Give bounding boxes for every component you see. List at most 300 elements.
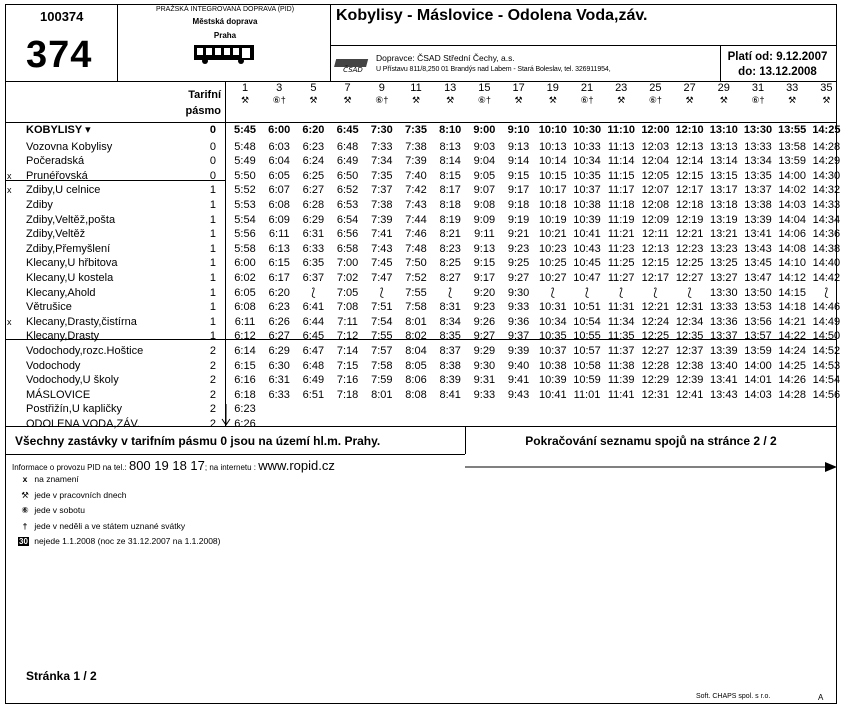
trip-number: 23 — [615, 82, 628, 94]
departure-time: 8:06 — [405, 374, 427, 387]
departure-time: 9:31 — [473, 374, 496, 387]
departure-time: 13:43 — [710, 388, 738, 401]
stop-zone: 1 — [209, 228, 216, 241]
departure-time: 13:23 — [710, 242, 738, 255]
stop-row — [6, 300, 841, 315]
departure-time: 9:04 — [473, 155, 496, 168]
departure-time: 7:55 — [371, 330, 393, 343]
legend-text: na znamení — [34, 474, 79, 484]
departure-time: 7:58 — [405, 301, 427, 314]
trip-number: 35 — [820, 82, 833, 94]
departure-time: 10:34 — [573, 155, 601, 168]
trip-days-icon: ⚒ — [343, 95, 352, 105]
departure-time: 10:31 — [539, 301, 567, 314]
departure-time: 10:37 — [539, 345, 567, 357]
departure-time: 5:52 — [234, 184, 256, 197]
stop-zone: 1 — [209, 257, 216, 270]
departure-time: 10:47 — [573, 272, 601, 284]
stop-name: Zdiby — [26, 199, 53, 211]
trip-column-header — [707, 82, 741, 106]
departure-time: 6:37 — [302, 272, 325, 284]
departure-time: 12:08 — [641, 199, 670, 211]
departure-time: 6:26 — [234, 418, 256, 430]
divider — [330, 45, 837, 46]
departure-time: 6:51 — [302, 388, 325, 401]
operator-logo — [334, 56, 372, 79]
departure-time: 10:41 — [539, 388, 567, 401]
trip-column-header — [399, 82, 433, 106]
departure-time: 9:10 — [507, 124, 530, 136]
departure-time: 14:56 — [812, 388, 841, 401]
stop-zone: 2 — [209, 418, 216, 430]
trip-column-header — [741, 82, 775, 106]
departure-time: 14:04 — [778, 213, 806, 226]
stop-row — [6, 140, 841, 155]
departure-time: 7:34 — [371, 155, 393, 168]
trip-number: 13 — [444, 82, 457, 94]
departure-time: 10:30 — [572, 124, 602, 136]
departure-time: 7:33 — [371, 140, 393, 153]
departure-time: 14:00 — [744, 359, 772, 372]
departure-time: 8:05 — [405, 359, 427, 372]
departure-time: 6:48 — [302, 359, 325, 372]
zone-header-line2: pásmo — [185, 105, 221, 117]
departure-time: 12:23 — [675, 242, 704, 255]
departure-time: 12:13 — [675, 140, 704, 153]
departure-time: 9:15 — [473, 257, 496, 270]
departure-time: 12:31 — [675, 301, 704, 314]
departure-time: 12:34 — [675, 315, 704, 328]
legend-item — [18, 474, 79, 484]
stop-row — [6, 256, 841, 271]
departure-time: 6:53 — [336, 199, 359, 211]
departure-time: 6:45 — [302, 330, 325, 343]
departure-time: 7:59 — [371, 374, 393, 387]
departure-time: 12:27 — [641, 345, 670, 357]
page-number: Stránka 1 / 2 — [26, 669, 97, 683]
trip-number: 3 — [276, 82, 283, 94]
departure-time: 13:30 — [710, 286, 738, 299]
departure-time: 10:51 — [573, 301, 601, 314]
stop-row — [6, 198, 841, 213]
departure-time: 8:02 — [405, 330, 427, 343]
departure-time: 10:45 — [573, 257, 601, 270]
departure-time: 10:39 — [573, 213, 601, 226]
departure-time: 14:50 — [812, 330, 841, 343]
departure-time: 11:19 — [607, 213, 635, 226]
departure-time: 10:21 — [539, 228, 567, 241]
stop-zone: 1 — [209, 286, 216, 299]
departure-time: 12:00 — [641, 124, 670, 136]
departure-time: 10:39 — [539, 374, 567, 387]
departure-time: 8:37 — [439, 345, 461, 357]
departure-time: 7:39 — [371, 213, 393, 226]
departure-time: 9:26 — [473, 315, 496, 328]
departure-time: 6:28 — [302, 199, 325, 211]
departure-time: 6:23 — [268, 301, 290, 314]
departure-time: 12:24 — [641, 315, 670, 328]
departure-time: 7:54 — [371, 315, 393, 328]
trip-column-header — [570, 82, 604, 106]
departure-time: 9:03 — [473, 140, 496, 153]
zone-header-line1: Tarifní — [188, 89, 221, 101]
trip-days-icon: ⑥† — [580, 95, 594, 105]
departure-time: 8:01 — [405, 315, 427, 328]
operator-name: Dopravce: ČSAD Střední Čechy, a.s. — [376, 53, 515, 63]
departure-time: 14:30 — [812, 169, 841, 182]
departure-time: 13:25 — [710, 257, 738, 270]
legend-key-icon: ⑥ — [21, 505, 29, 515]
stop-zone: 1 — [209, 184, 216, 197]
departure-time: 12:15 — [641, 257, 670, 270]
info-prefix: Informace o provozu PID na tel.: — [12, 463, 127, 472]
departure-time: 14:24 — [778, 345, 806, 357]
continuation-arrow-icon — [465, 459, 839, 477]
info-web: www.ropid.cz — [258, 458, 335, 473]
departure-time: 9:09 — [473, 213, 496, 226]
departure-time: 13:34 — [744, 155, 772, 168]
departure-time: 9:11 — [474, 228, 495, 241]
departure-time: 12:21 — [641, 301, 670, 314]
departure-time: 13:50 — [744, 286, 772, 299]
departure-time: 6:27 — [268, 330, 290, 343]
route-title: Kobylisy - Máslovice - Odolena Voda,záv. — [336, 7, 648, 24]
stop-name: Zdiby,Přemyšlení — [26, 242, 111, 255]
departure-time: 12:25 — [675, 257, 704, 270]
departure-time: 6:20 — [268, 286, 290, 299]
departure-time: 13:45 — [744, 257, 772, 270]
departure-time: 6:15 — [268, 257, 290, 270]
departure-time: 13:47 — [744, 272, 772, 284]
departure-time: 13:13 — [710, 140, 738, 153]
stop-name: Klecany,Drasty — [26, 330, 100, 343]
continuation-note: Pokračování seznamu spojů na stránce 2 / 2 — [525, 434, 777, 448]
departure-time: 6:15 — [234, 359, 256, 372]
departure-time: 13:37 — [710, 330, 738, 343]
departure-time: 9:23 — [473, 301, 496, 314]
departure-time: 14:00 — [778, 169, 806, 182]
departure-time: 10:25 — [539, 257, 567, 270]
departure-time: 10:10 — [538, 124, 567, 136]
departure-time: 10:34 — [539, 315, 567, 328]
departure-time: 7:39 — [405, 155, 427, 168]
stop-zone: 2 — [209, 345, 216, 357]
departure-time: 13:59 — [744, 345, 772, 357]
departure-time: 14:53 — [812, 359, 841, 372]
trip-days-icon: ⚒ — [788, 95, 797, 105]
departure-time: 14:22 — [778, 330, 806, 343]
departure-time: 6:08 — [268, 199, 290, 211]
departure-time: 7:52 — [405, 272, 427, 284]
departure-time: 6:33 — [268, 388, 290, 401]
departure-time: 14:33 — [812, 199, 841, 211]
info-mid: ; na internetu : — [204, 463, 257, 472]
departure-time: 7:43 — [405, 199, 427, 211]
trip-column-header — [809, 82, 843, 106]
departure-time: 13:10 — [709, 124, 738, 136]
valid-from: Platí od: 9.12.2007 — [727, 51, 828, 63]
trip-column-header — [775, 82, 809, 106]
departure-time: 8:18 — [439, 199, 461, 211]
departure-time: 11:17 — [607, 184, 635, 197]
departure-time: 9:29 — [473, 345, 496, 357]
departure-time: 12:05 — [641, 169, 670, 182]
departure-time: 6:56 — [336, 228, 359, 241]
departure-time: ⟅ — [311, 286, 316, 299]
departure-time: 12:31 — [641, 388, 670, 401]
departure-time: 13:53 — [744, 301, 772, 314]
stop-name: Vodochody,U školy — [26, 374, 119, 387]
stop-row — [6, 388, 841, 403]
departure-time: 13:27 — [710, 272, 738, 284]
request-stop-mark: x — [7, 170, 12, 181]
departure-time: 12:19 — [675, 213, 704, 226]
departure-time: 6:31 — [268, 374, 290, 387]
stop-row — [6, 286, 837, 301]
departure-time: 13:36 — [710, 315, 738, 328]
departure-time: 11:41 — [607, 388, 635, 401]
departure-time: 10:17 — [539, 184, 567, 197]
departure-time: 7:42 — [405, 184, 427, 197]
departure-time: 13:18 — [710, 199, 738, 211]
departure-time: 6:13 — [268, 242, 290, 255]
departure-time: 7:57 — [371, 345, 393, 357]
departure-time: 7:18 — [336, 388, 359, 401]
stop-row — [6, 359, 841, 374]
departure-time: 11:18 — [607, 199, 635, 211]
line-number: 374 — [26, 34, 93, 76]
departure-time: 13:15 — [710, 169, 738, 182]
departure-time: ⟅ — [448, 286, 453, 299]
departure-time: 14:18 — [778, 301, 806, 314]
stop-zone: 0 — [209, 124, 216, 136]
departure-time: 13:37 — [744, 184, 772, 197]
stop-row — [6, 213, 841, 228]
trip-number: 31 — [751, 82, 765, 94]
departure-time: 9:07 — [473, 184, 496, 197]
departure-time: 7:12 — [336, 330, 359, 343]
stop-name: Klecany,Ahold — [26, 286, 96, 299]
departure-time: 11:23 — [607, 242, 635, 255]
departure-time: 14:12 — [778, 272, 806, 284]
stop-name: Zdiby,Veltěž,pošta — [26, 213, 116, 226]
validity — [720, 50, 835, 80]
legend-text: jede v sobotu — [34, 505, 85, 515]
trip-days-icon: ⚒ — [617, 95, 626, 105]
stop-row — [6, 402, 837, 417]
departure-time: 6:24 — [302, 155, 325, 168]
departure-time: 6:50 — [336, 169, 359, 182]
departure-time: 8:21 — [439, 228, 461, 241]
legend-text: jede v neděli a ve státem uznané svátky — [34, 520, 186, 531]
trip-days-icon: ⑥† — [477, 95, 491, 105]
legend-item — [18, 505, 85, 516]
departure-time: 7:50 — [405, 257, 427, 270]
stop-zone: 2 — [209, 388, 216, 401]
version-letter: A — [818, 693, 824, 702]
stop-name: Vodochody,rozc.Hoštice — [26, 345, 144, 357]
departure-time: 11:39 — [607, 374, 635, 387]
departure-time: 6:23 — [234, 403, 256, 416]
stop-row — [6, 169, 841, 184]
stop-name: Postřižín,U kapličky — [26, 403, 122, 416]
departure-time: 6:00 — [234, 257, 256, 270]
departure-time: 13:39 — [744, 213, 772, 226]
departure-time: 10:43 — [573, 242, 601, 255]
pid-subtitle: Městská doprava — [192, 17, 258, 26]
departure-time: 5:50 — [234, 169, 256, 182]
departure-time: ⟅ — [550, 286, 555, 299]
departure-time: 10:57 — [573, 345, 601, 357]
departure-time: 6:33 — [302, 242, 325, 255]
departure-time: 10:58 — [573, 359, 601, 372]
departure-time: 5:56 — [234, 228, 256, 241]
departure-time: 11:13 — [607, 140, 635, 153]
departure-time: 5:53 — [234, 199, 256, 211]
departure-time: 14:03 — [778, 199, 806, 211]
departure-time: 7:45 — [371, 257, 393, 270]
departure-time: 14:21 — [778, 315, 806, 328]
legend-key-icon: † — [22, 520, 28, 531]
stop-row — [6, 242, 841, 257]
departure-time: 9:18 — [507, 199, 530, 211]
stop-name: Klecany,Drasty,čistírna — [26, 315, 137, 328]
departure-time: 14:52 — [812, 345, 841, 357]
departure-time: 13:33 — [744, 140, 772, 153]
departure-time: 6:29 — [302, 213, 325, 226]
departure-time: 14:32 — [812, 184, 841, 197]
departure-time: 14:02 — [778, 184, 806, 197]
departure-time: 10:18 — [539, 199, 567, 211]
departure-time: 6:54 — [336, 213, 359, 226]
bus-icon — [193, 44, 255, 71]
divider — [117, 4, 118, 82]
departure-time: 9:30 — [507, 286, 530, 299]
stop-zone: 1 — [209, 213, 216, 226]
departure-time: 14:40 — [812, 257, 841, 270]
departure-time: 12:09 — [641, 213, 670, 226]
departure-time: 13:39 — [710, 345, 738, 357]
departure-time: 12:38 — [675, 359, 704, 372]
departure-time: 8:13 — [439, 140, 461, 153]
departure-time: 6:44 — [302, 315, 325, 328]
trip-number: 7 — [344, 82, 351, 94]
departure-time: 12:14 — [675, 155, 704, 168]
divider — [5, 454, 465, 455]
departure-time: 9:37 — [507, 330, 530, 343]
departure-time: 6:49 — [302, 374, 325, 387]
departure-time: 7:41 — [371, 228, 393, 241]
departure-time: 6:47 — [302, 345, 325, 357]
departure-time: 13:30 — [743, 124, 773, 136]
trip-days-icon: ⑥† — [375, 95, 389, 105]
stop-row — [6, 154, 841, 169]
departure-time: 7:08 — [336, 301, 359, 314]
departure-time: 10:55 — [573, 330, 601, 343]
departure-time: 9:33 — [507, 301, 530, 314]
departure-time: 6:48 — [336, 140, 359, 153]
stop-zone: 2 — [209, 359, 216, 372]
departure-time: 12:21 — [675, 228, 704, 241]
departure-time: 12:04 — [641, 155, 670, 168]
departure-time: ⟅ — [619, 286, 624, 299]
departure-time: 8:04 — [405, 345, 427, 357]
departure-time: 14:06 — [778, 228, 806, 241]
stop-name: MÁSLOVICE — [26, 388, 91, 401]
departure-time: 12:17 — [675, 184, 704, 197]
software-credit: Soft. CHAPS spol. s r.o. — [696, 693, 771, 700]
departure-time: 11:25 — [607, 257, 635, 270]
departure-time: 6:05 — [234, 286, 256, 299]
departure-time: 10:33 — [573, 140, 601, 153]
stop-zone: 0 — [209, 140, 216, 153]
departure-time: 13:19 — [710, 213, 738, 226]
departure-time: 14:10 — [778, 257, 806, 270]
departure-time: 9:08 — [473, 199, 496, 211]
stop-name: Počeradská — [26, 155, 85, 168]
departure-time: 7:35 — [404, 124, 428, 136]
departure-time: 11:27 — [607, 272, 635, 284]
trip-number: 19 — [546, 82, 559, 94]
trip-column-header — [262, 82, 296, 106]
departure-time: 9:27 — [507, 272, 530, 284]
operator-address: U Přístavu 811/8,250 01 Brandýs nad Labem - Stará Boleslav, tel. 326911954, — [376, 66, 611, 73]
trip-number: 5 — [310, 82, 317, 94]
stop-name: Zdiby,U celnice — [26, 184, 101, 197]
departure-time: 7:00 — [336, 257, 359, 270]
departure-time: 11:14 — [607, 155, 635, 168]
departure-time: 5:58 — [234, 242, 256, 255]
trip-days-icon: ⚒ — [548, 95, 557, 105]
trip-column-header — [673, 82, 707, 106]
departure-time: 13:35 — [744, 169, 772, 182]
request-stop-mark: x — [7, 316, 12, 327]
departure-time: ⟅ — [687, 286, 692, 299]
departure-time: 10:38 — [573, 199, 601, 211]
trip-number: 21 — [580, 82, 594, 94]
departure-time: 10:38 — [539, 359, 567, 372]
zone-note: Všechny zastávky v tarifním pásmu 0 jsou na území hl.m. Prahy. — [15, 434, 381, 448]
stop-zone: 1 — [209, 242, 216, 255]
departure-time: 12:17 — [641, 272, 670, 284]
departure-time: 14:28 — [778, 388, 806, 401]
trip-column-header — [604, 82, 638, 106]
svg-text:ČSAD: ČSAD — [343, 66, 363, 74]
departure-time: 9:13 — [473, 242, 496, 255]
trip-days-icon: ⚒ — [822, 95, 831, 105]
departure-time: 9:23 — [507, 242, 530, 255]
stop-row — [6, 315, 841, 330]
departure-time: 7:38 — [371, 199, 393, 211]
trip-number: 15 — [478, 82, 491, 94]
departure-time: 9:30 — [473, 359, 496, 372]
departure-time: 9:21 — [507, 228, 530, 241]
departure-time: 12:13 — [641, 242, 670, 255]
legend-item — [18, 521, 185, 531]
departure-time: 11:37 — [607, 345, 635, 357]
departure-time: 6:35 — [302, 257, 325, 270]
departure-time: 7:55 — [405, 286, 427, 299]
departure-time: 6:30 — [268, 359, 290, 372]
departure-time: 9:40 — [507, 359, 530, 372]
departure-time: 9:39 — [507, 345, 530, 357]
trip-column-header — [296, 82, 330, 106]
stop-row — [6, 329, 841, 344]
departure-time: 12:28 — [641, 359, 670, 372]
trip-days-icon: ⑥† — [751, 95, 765, 105]
departure-time: 12:25 — [641, 330, 670, 343]
stop-row — [6, 123, 841, 138]
